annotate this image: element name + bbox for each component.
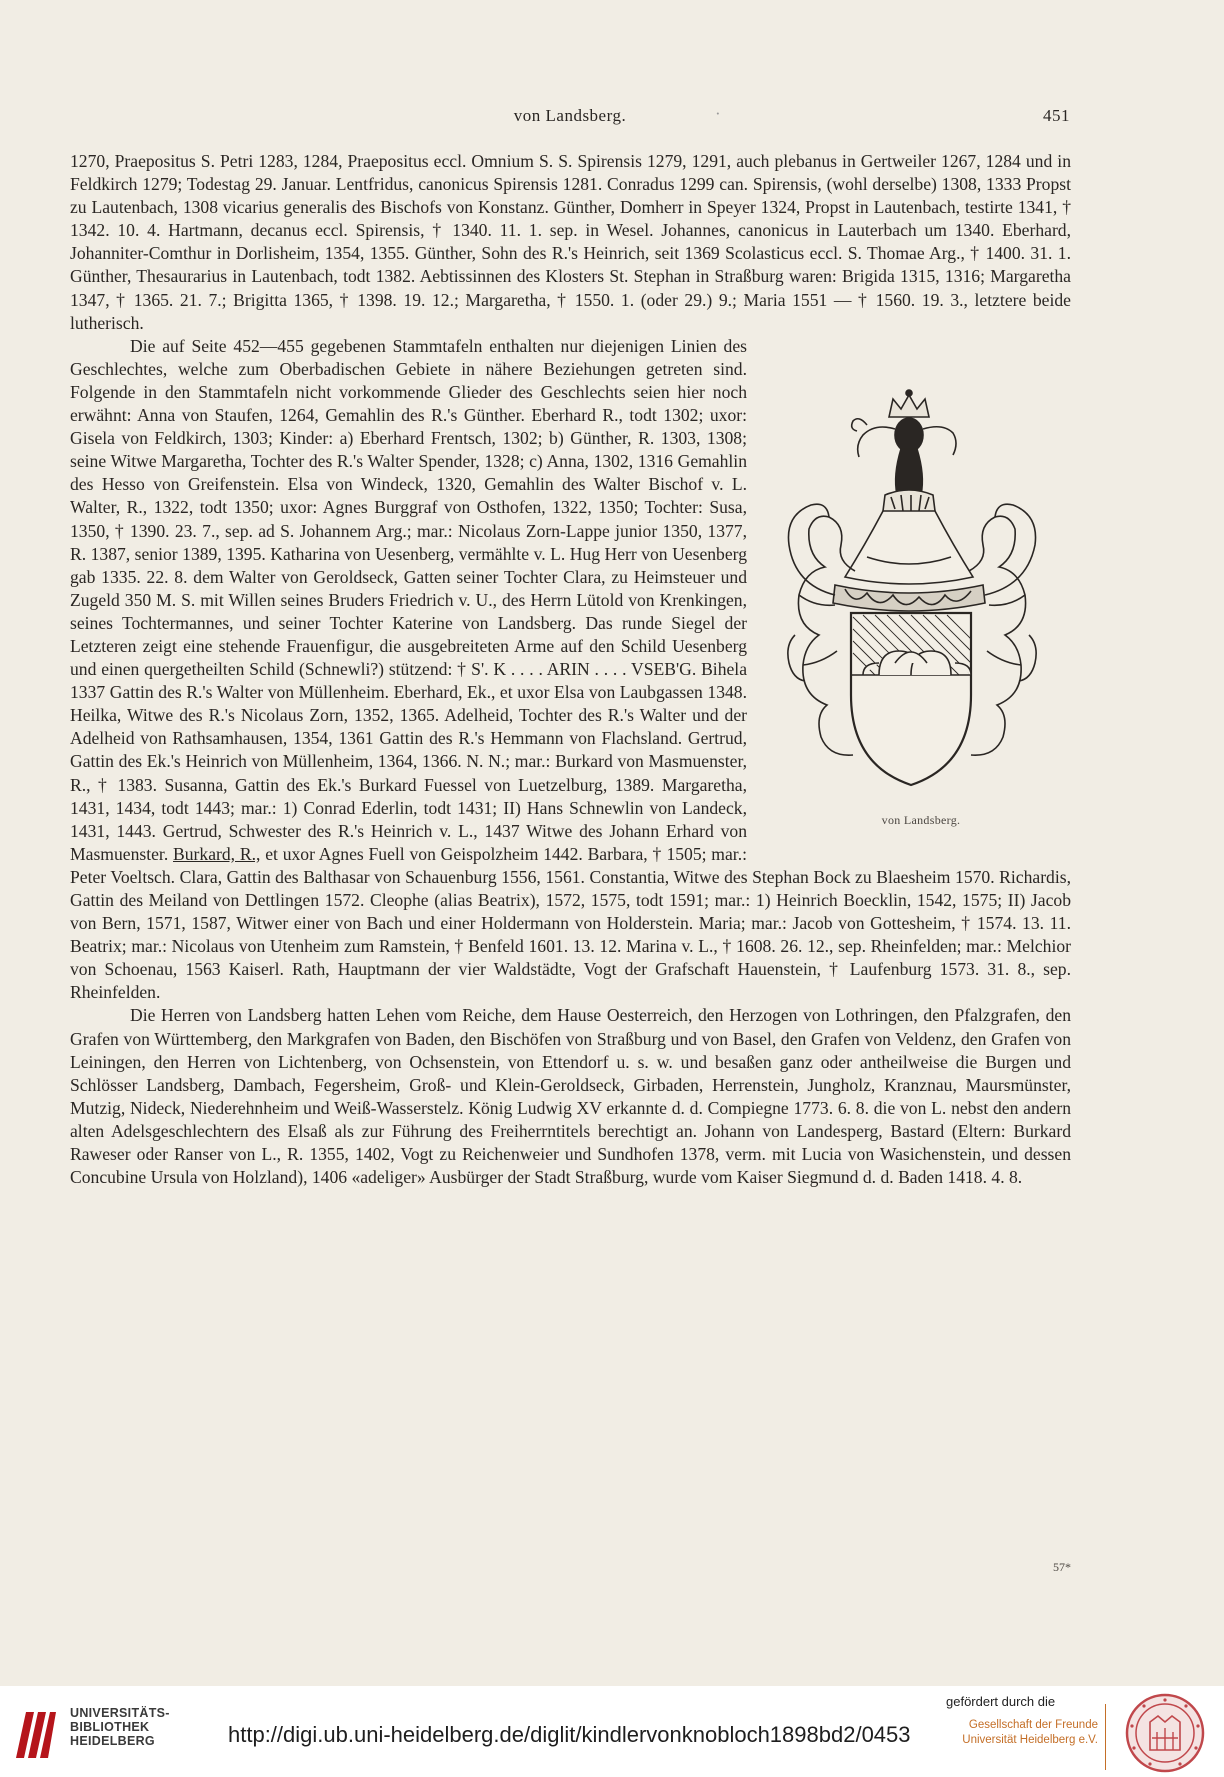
permalink-url[interactable]: http://digi.ub.uni-heidelberg.de/diglit/kindlervonknobloch1898bd2/0453 [228,1722,911,1747]
figure-caption: von Landsberg. [881,812,961,827]
society-name [918,1718,1098,1748]
society-line-2: Universität Heidelberg e.V. [962,1734,1098,1746]
body-text [70,150,1071,1189]
library-line-2: BIBLIOTHEK [70,1720,150,1734]
running-head [70,106,1070,130]
ub-heidelberg-logo-icon [12,1708,60,1762]
university-seal-icon [1124,1692,1206,1774]
paragraph-2-part-b: et uxor Agnes Fuell von Geispolzheim 1442. Barbara, † 1505; mar.: Peter Voeltsch. Clara, Gattin des Balthasar von Schauenburg 1556, 1561. Constantia, Witwe des Stephan Bock zu Blaesheim 1570. Richardis, Gattin des Meiland von Dettlingen 1572. Cleophe (alias Beatrix), 1572, 1575, todt 1591; mar.: 1) Heinrich Boecklin, 1542, 1575; II) Jacob von Bern, 1571, 1587, Witwer einer von Bach und einer Holdermann von Holderstein. Maria; mar.: Jacob von Gottesheim, † 1574. 13. 11. Beatrix; mar.: Nicolaus von Utenheim zum Ramstein, † Benfeld 1601. 13. 12. Marina v. L., † 1608. 26. 12., sep. Rheinfelden; mar.: Melchior von Schoenau, 1563 Kaiserl. Rath, Hauptmann der vier Waldstädte, Vogt der Grafschaft Hauenstein, † Laufenburg 1573. 31. 8., sep. Rheinfelden. [70,843,1071,1003]
separator-dot: · [715,104,722,123]
library-line-3: HEIDELBERG [70,1734,155,1748]
running-title: von Landsberg. [513,106,627,125]
paragraph-2-part-a: Die auf Seite 452—455 gegebenen Stammtafeln enthalten nur diejenigen Linien des Geschlechtes, welche zum Oberbadischen Gebiete in nähere Beziehungen getreten sind. Folgende in den Stammtafeln nicht vorkommende Glieder des Geschlechts seien hier noch erwähnt: Anna von Staufen, 1264, Gemahlin des R.'s Günther. Eberhard R., todt 1302; uxor: Gisela von Feldkirch, 1303; Kinder: a) Eberhard Frentsch, 1302; b) Günther, R. 1303, 1308; seine Witwe Margaretha, Tochter des R.'s Walter Spender, 1328; c) Anna, 1302, 1316 Gemahlin des Hesso von Greifenstein. Elsa von Windeck, 1320, Gemahlin des Walter Bischof v. L. Walter, R., 1322, todt 1350; uxor: Agnes Burggraf von Osthofen, 1322, 1350; Tochter: Susa, 1350, † 1390. 23. 7., sep. ad S. Johannem Arg.; mar.: Nicolaus Zorn-Lappe junior 1350, 1377, R. 1387, senior 1389, 1395. Katharina von Uesenberg, vermählte v. L. Hug Herr von Uesenberg gab 1335. 22. 8. dem Walter von Geroldseck, Gatten seiner Tochter Clara, zu Heimsteuer und Zugeld 350 M. S. mit Willen seines Bruders Friedrich v. U., des Herrn Lütold von Krenkingen, seines Tochtermannes, und seiner Tochter Katerine von Landsberg. Das runde Siegel der Letzteren zeigt eine stehende Frauenfigur, die ausgebreiteten Arme auf den Schild Uesenberg und einen quergetheilten Schild (Schnewli?) stützend: † S'. K . . . . ARIN . . . . VSEB'G. Bihela 1337 Gattin des R.'s Walter von Müllenheim. Eberhard, Ek., et uxor Elsa von Laubgassen 1348. Heilka, Witwe des R.'s Nicolaus Zorn, 1352, 1365. Adelheid, Tochter des R.'s Walter und der Adelheid von Rathsamhausen, 1354, 1361 Gattin des R.'s Hemmann von Flachsland. Gertrud, Gattin des Ek.'s Heinrich von Müllenheim, 1364, 1366. N. N.; mar.: Burkard von Masmuenster, R., † 1383. Susanna, Gattin des Ek.'s Burkard Fuessel von Luetzelburg, 1389. Margaretha, 1431, 1434, todt 1443; mar.: 1) Conrad Ederlin, todt 1431; II) Hans Schnewlin von Landeck, 1431, 1443. Gertrud, Schwester des R.'s Heinrich v. L., 1437 Witwe des Johann Erhard von Masmuenster. [70,335,747,864]
paragraph-3: Die Herren von Landsberg hatten Lehen vom Reiche, dem Hause Oesterreich, den Herzogen von Lothringen, den Pfalzgrafen, den Grafen von Württemberg, den Markgrafen von Baden, den Bischöfen von Straßburg und von Basel, den Grafen von Veldenz, den Grafen von Leiningen, den Herren von Lichtenberg, von Ochsenstein, von Ettendorf u. s. w. und besaßen ganz oder antheilweise die Burgen und Schlösser Landsberg, Dambach, Fegersheim, Groß- und Klein-Geroldseck, Girbaden, Herrenstein, Jungholz, Kranznau, Maursmünster, Mutzig, Nideck, Niederehnheim und Weiß-Wasserstelz. König Ludwig XV erkannte d. d. Compiegne 1773. 6. 8. die von L. nebst den andern alten Adelsgeschlechtern des Elsaß als zur Führung des Freiherrntitels berechtigt an. Johann von Landesperg, Bastard (Eltern: Burkard Raweser oder Ranser von L., R. 1355, 1402, Vogt zu Reichenweier und Sundhofen 1378, verm. mit Lucia von Wasichenstein, und dessen Concubine Ursula von Holzland), 1406 «adeliger» Ausbürger der Stadt Straßburg, wurde vom Kaiser Siegmund d. d. Baden 1418. 4. 8. [70,1005,1071,1188]
library-name [70,1706,170,1748]
footer-bar [0,1686,1224,1777]
footer-divider [1105,1704,1106,1770]
funded-by-label: gefördert durch die [946,1694,1056,1709]
library-line-1: UNIVERSITÄTS- [70,1706,170,1720]
coat-of-arms-figure [771,345,1071,845]
handwritten-underline-mark: Burkard, R., [173,843,261,864]
society-line-1: Gesellschaft der Freunde [968,1719,1098,1731]
paragraph-1: 1270, Praepositus S. Petri 1283, 1284, Praepositus eccl. Omnium S. S. Spirensis 1279, 1291, auch plebanus in Gertweiler 1267, 1284 und in Feldkirch 1279; Todestag 29. Januar. Lentfridus, canonicus Spirensis 1281. Conradus 1299 can. Spirensis, (wohl derselbe) 1308, 1333 Propst zu Lautenbach, 1308 vicarius generalis des Bischofs von Konstanz. Günther, Domherr in Speyer 1324, Propst in Lautenbach, testirte 1341, † 1342. 10. 4. Hartmann, decanus eccl. Spirensis, † 1340. 11. 1. sep. in Wesel. Johannes, canonicus in Lauterbach um 1340. Eberhard, Johanniter-Comthur in Dorlisheim, 1354, 1355. Günther, Sohn des R.'s Heinrich, seit 1369 Scolasticus eccl. S. Thomae Arg., † 1400. 31. 1. Günther, Thesaurarius in Lautenbach, todt 1382. Aebtissinnen des Klosters St. Stephan in Straßburg waren: Brigida 1315, 1316; Margaretha 1347, † 1365. 21. 7.; Brigitta 1365, † 1398. 19. 12.; Margaretha, † 1550. 1. (oder 29.) 9.; Maria 1551 — † 1560. 19. 3., letztere beide lutherisch. [70,151,1071,333]
signature-mark: 57* [1053,1560,1071,1574]
coat-of-arms-icon [775,345,1067,805]
page-number: 451 [1043,106,1070,125]
